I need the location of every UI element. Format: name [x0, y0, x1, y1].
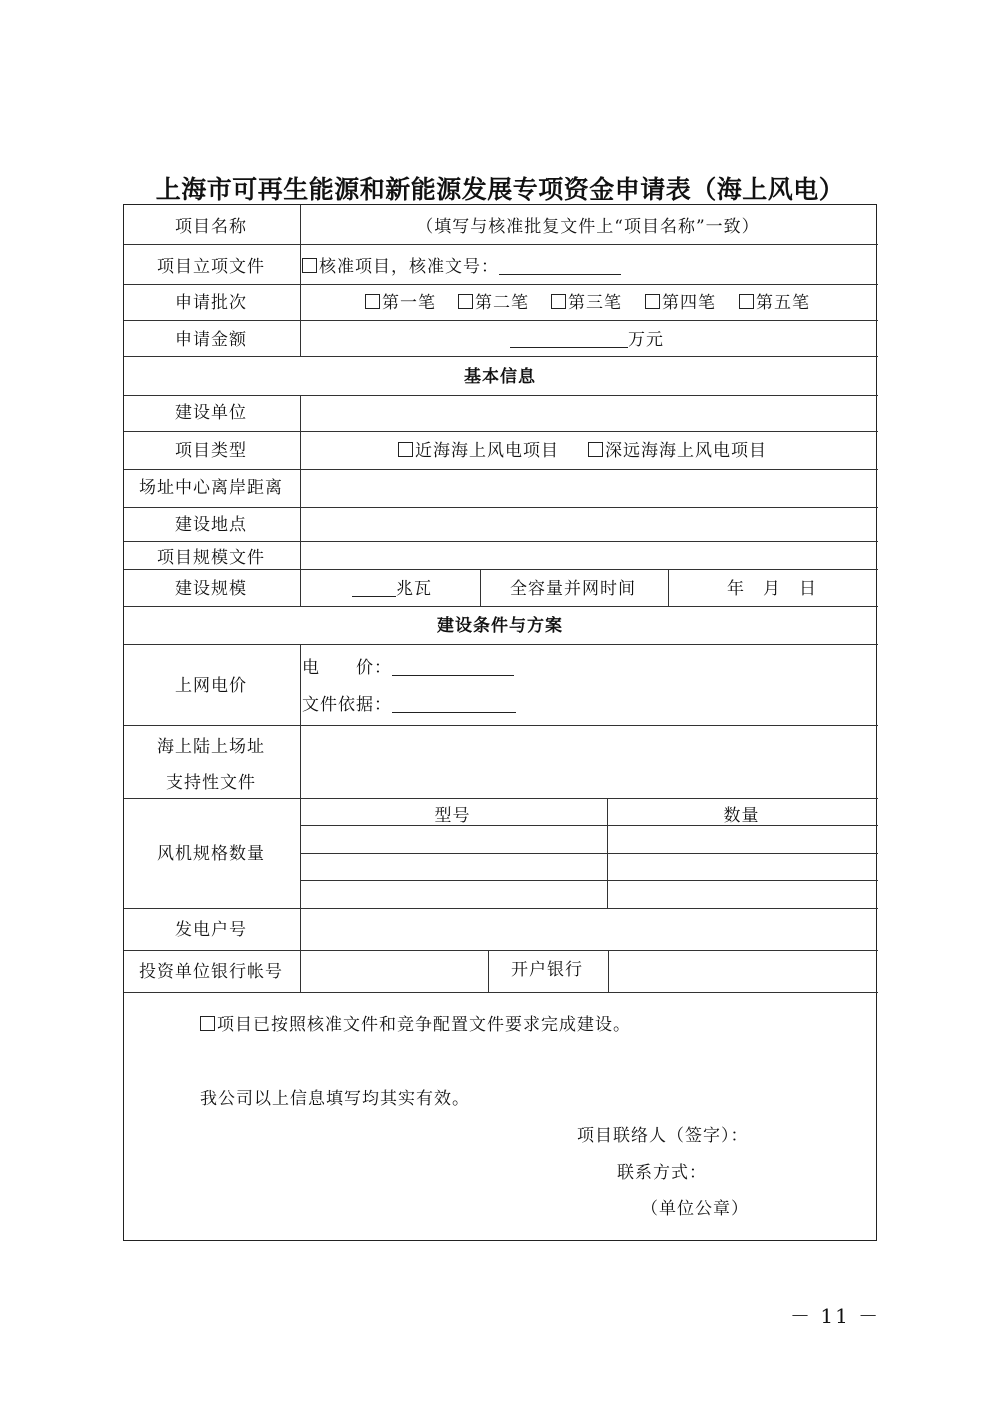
section-basic-info: 基本信息 — [464, 367, 536, 387]
scale-label: 建设规模 — [175, 579, 247, 599]
turbine-quantity-header: 数量 — [723, 806, 760, 826]
batch-checkbox-5[interactable] — [739, 294, 754, 309]
page-title: 上海市可再生能源和新能源发展专项资金申请表（海上风电） — [155, 175, 845, 204]
batch-checkbox-4[interactable] — [645, 294, 660, 309]
approval-checkbox[interactable] — [302, 258, 317, 273]
grid-time-label: 全容量并网时间 — [510, 579, 636, 599]
project-type-label: 项目类型 — [175, 441, 247, 461]
application-form — [123, 204, 877, 1241]
scale-blank[interactable] — [352, 580, 396, 597]
page-number: － 11 － — [790, 1304, 881, 1328]
section-conditions: 建设条件与方案 — [437, 616, 563, 636]
batch-checkbox-3[interactable] — [551, 294, 566, 309]
project-name-hint: （填写与核准批复文件上“项目名称”一致） — [416, 217, 760, 237]
construction-unit-label: 建设单位 — [175, 403, 247, 423]
scale-file-label: 项目规模文件 — [157, 548, 265, 568]
project-file-label: 项目立项文件 — [157, 257, 265, 277]
project-name-label: 项目名称 — [175, 217, 247, 237]
approval-option[interactable]: 核准项目，核准文号： — [302, 257, 621, 277]
contact-signature: 项目联络人（签字）： — [577, 1126, 749, 1146]
location-label: 建设地点 — [175, 515, 247, 535]
distance-label: 场址中心离岸距离 — [139, 478, 283, 498]
batch-option-2[interactable]: 第二笔 — [458, 293, 529, 313]
type-option-nearshore[interactable]: 近海海上风电项目 — [398, 441, 559, 461]
statement: 我公司以上信息填写均其实有效。 — [200, 1089, 470, 1109]
batch-checkbox-2[interactable] — [458, 294, 473, 309]
account-no-label: 发电户号 — [175, 920, 247, 940]
completion-check[interactable]: 项目已按照核准文件和竞争配置文件要求完成建设。 — [200, 1015, 631, 1035]
site-label-line1: 海上陆上场址 — [157, 737, 265, 757]
basis-blank[interactable] — [392, 696, 516, 713]
batch-option-1[interactable]: 第一笔 — [365, 293, 436, 313]
price-field[interactable]: 电 价： — [302, 658, 514, 678]
unit-seal: （单位公章） — [641, 1199, 749, 1219]
amount-label: 申请金额 — [175, 330, 247, 350]
type-option-offshore[interactable]: 深远海海上风电项目 — [588, 441, 767, 461]
grid-date[interactable]: 年 月 日 — [727, 579, 817, 599]
batch-option-4[interactable]: 第四笔 — [645, 293, 716, 313]
contact-method: 联系方式： — [617, 1163, 707, 1183]
bank-name-label: 开户银行 — [511, 960, 583, 980]
completion-checkbox[interactable] — [200, 1016, 215, 1031]
batch-checkbox-1[interactable] — [365, 294, 380, 309]
price-blank[interactable] — [392, 659, 514, 676]
price-label: 上网电价 — [175, 676, 247, 696]
basis-field[interactable]: 文件依据： — [302, 695, 516, 715]
turbine-model-header: 型号 — [434, 806, 471, 826]
turbine-label: 风机规格数量 — [157, 844, 265, 864]
approval-number-blank[interactable] — [499, 258, 621, 275]
batch-option-5[interactable]: 第五笔 — [739, 293, 810, 313]
batch-option-3[interactable]: 第三笔 — [551, 293, 622, 313]
nearshore-checkbox[interactable] — [398, 442, 413, 457]
site-label-line2: 支持性文件 — [166, 773, 256, 793]
batch-label: 申请批次 — [175, 293, 247, 313]
scale-field[interactable]: 兆瓦 — [352, 579, 432, 599]
amount-field[interactable]: 万元 — [510, 330, 664, 350]
offshore-checkbox[interactable] — [588, 442, 603, 457]
bank-account-label: 投资单位银行帐号 — [139, 962, 283, 982]
amount-blank[interactable] — [510, 331, 628, 348]
